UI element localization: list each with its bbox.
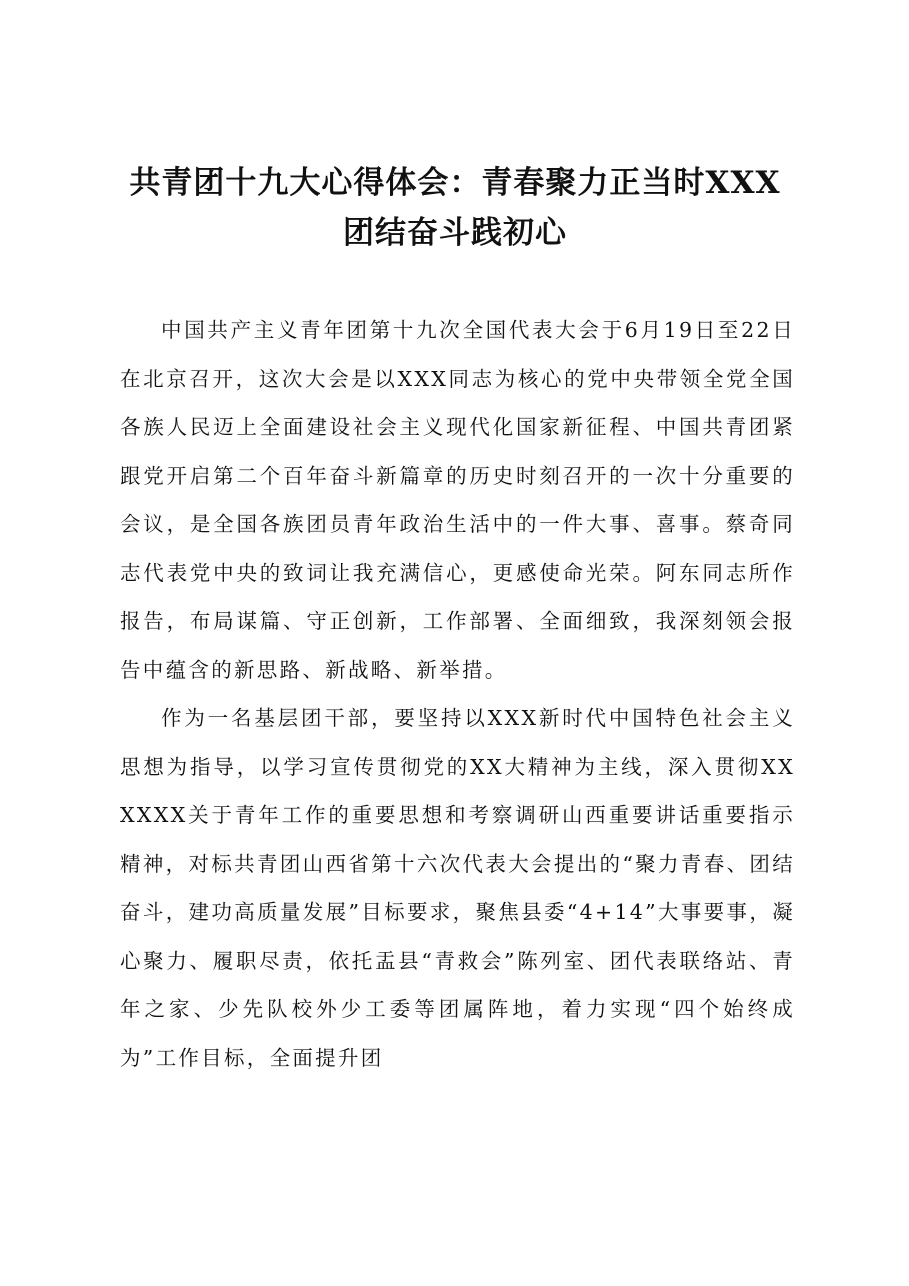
title-line-1: 共青团十九大心得体会：青春聚力正当时XXX xyxy=(129,165,781,201)
title-line-2: 团结奋斗践初心 xyxy=(343,215,567,251)
document-body xyxy=(120,306,795,1082)
document-title xyxy=(110,158,800,258)
paragraph-2: 作为一名基层团干部，要坚持以XXX新时代中国特色社会主义思想为指导，以学习宣传贯彻党的XX大精神为主线，深入贯彻XXXXXX关于青年工作的重要思想和考察调研山西重要讲话重要指示精神，对标共青团山西省第十六次代表大会提出的“聚力青春、团结奋斗，建功高质量发展”目标要求，聚焦县委“4+14”大事要事，凝心聚力、履职尽责，依托盂县“青救会”陈列室、团代表联络站、青年之家、少先队校外少工委等团属阵地，着力实现“四个始终成为”工作目标，全面提升团 xyxy=(120,706,795,1070)
paragraph-1: 中国共产主义青年团第十九次全国代表大会于6月19日至22日在北京召开，这次大会是以XXX同志为核心的党中央带领全党全国各族人民迈上全面建设社会主义现代化国家新征程、中国共青团紧跟党开启第二个百年奋斗新篇章的历史时刻召开的一次十分重要的会议，是全国各族团员青年政治生活中的一件大事、喜事。蔡奇同志代表党中央的致词让我充满信心，更感使命光荣。阿东同志所作报告，布局谋篇、守正创新，工作部署、全面细致，我深刻领会报告中蕴含的新思路、新战略、新举措。 xyxy=(120,318,795,682)
